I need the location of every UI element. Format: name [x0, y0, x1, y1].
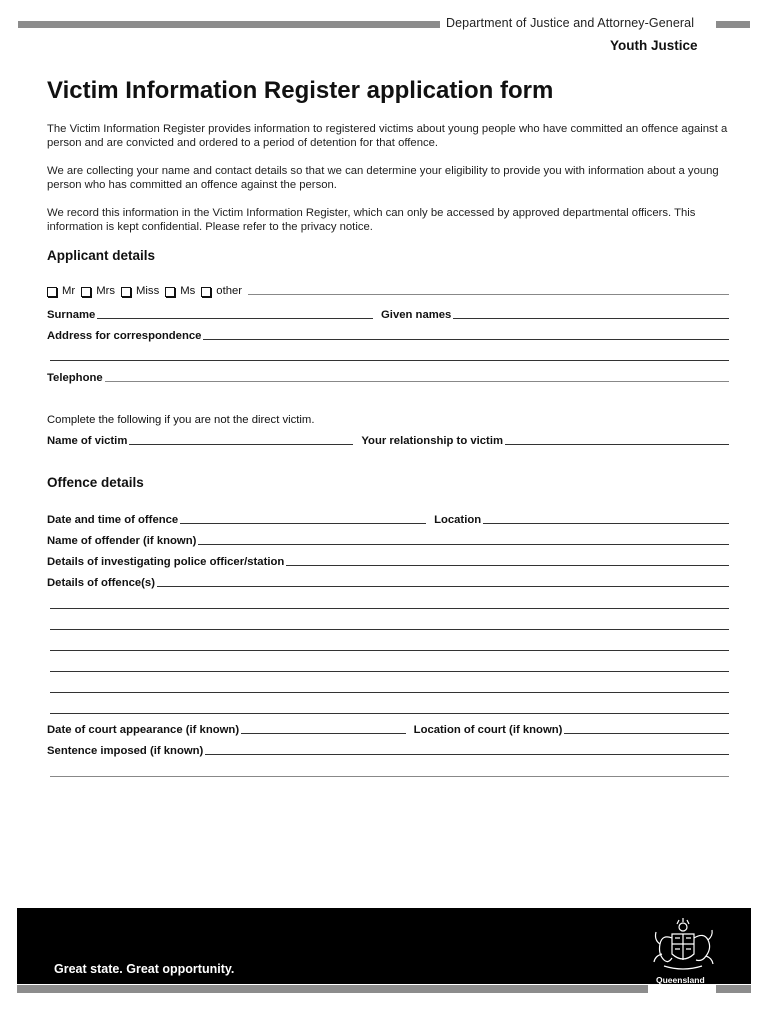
relationship-label: Your relationship to victim	[361, 435, 504, 447]
relationship-field[interactable]	[505, 433, 729, 445]
applicant-details-heading: Applicant details	[47, 248, 156, 263]
title-option-label: Mrs	[96, 285, 116, 297]
address-field[interactable]	[203, 328, 729, 340]
title-options-row	[47, 282, 729, 297]
offence-details-line[interactable]	[50, 692, 729, 693]
sentence-label: Sentence imposed (if known)	[47, 745, 204, 757]
department-name: Department of Justice and Attorney-General	[446, 16, 695, 30]
sentence-row	[47, 742, 729, 757]
offence-details-field[interactable]	[157, 575, 729, 587]
location-label: Location	[434, 514, 482, 526]
footer-logo-line2: Government	[656, 984, 703, 994]
surname-field[interactable]	[97, 307, 373, 319]
title-option-label: Mr	[62, 285, 76, 297]
footer-rule-right	[716, 985, 751, 993]
address-field-line-2[interactable]	[50, 360, 729, 361]
intro-paragraph-2: We are collecting your name and contact details so that we can determine your eligibility to provide you with information about a young person who has committed an offence against the person.	[47, 165, 719, 191]
checkbox-icon[interactable]	[165, 287, 175, 297]
offender-field[interactable]	[198, 533, 729, 545]
intro-paragraph-3: We record this information in the Victim Information Register, which can only be accessed by approved departmental officers. This information is kept confidential. Please refer to the privacy notice.	[47, 207, 696, 233]
title-option-mrs[interactable]	[81, 285, 115, 297]
offence-details-line[interactable]	[50, 671, 729, 672]
court-date-field[interactable]	[241, 722, 406, 734]
court-location-field[interactable]	[564, 722, 729, 734]
victim-row	[47, 432, 729, 447]
header-rule-left	[18, 21, 440, 28]
title-option-miss[interactable]	[121, 285, 159, 297]
offence-details-line[interactable]	[50, 629, 729, 630]
offence-details-row	[47, 574, 729, 589]
checkbox-icon[interactable]	[121, 287, 131, 297]
title-option-label: other	[216, 285, 243, 297]
footer-rule-left	[17, 985, 648, 993]
offence-details-label: Details of offence(s)	[47, 577, 155, 589]
title-option-other[interactable]	[201, 285, 242, 297]
name-of-victim-field[interactable]	[129, 433, 353, 445]
direct-victim-note: Complete the following if you are not the direct victim.	[47, 414, 315, 426]
sentence-field[interactable]	[205, 743, 729, 755]
offence-date-row	[47, 511, 729, 526]
location-field[interactable]	[483, 512, 729, 524]
title-option-label: Miss	[136, 285, 160, 297]
direct-victim-note-row	[47, 411, 729, 426]
surname-label: Surname	[47, 309, 96, 321]
title-option-mr[interactable]	[47, 285, 75, 297]
footer-logo-line1: Queensland	[656, 975, 705, 985]
sentence-field-line-2[interactable]	[50, 776, 729, 777]
court-location-label: Location of court (if known)	[413, 724, 563, 736]
telephone-row	[47, 369, 729, 384]
header-rule-right	[716, 21, 750, 28]
intro-paragraph-1: The Victim Information Register provides information to registered victims about young people who have committed an offence against a person and are convicted and ordered to a period of detention for that offence.	[47, 123, 728, 149]
queensland-coat-of-arms-icon	[650, 918, 716, 974]
offence-details-line[interactable]	[50, 713, 729, 714]
other-title-field[interactable]	[248, 283, 729, 295]
checkbox-icon[interactable]	[81, 287, 91, 297]
title-option-ms[interactable]	[165, 285, 195, 297]
name-of-victim-label: Name of victim	[47, 435, 128, 447]
address-label: Address for correspondence	[47, 330, 202, 342]
page-title: Victim Information Register application form	[47, 77, 554, 104]
title-option-label: Ms	[180, 285, 196, 297]
police-label: Details of investigating police officer/station	[47, 556, 285, 568]
given-names-label: Given names	[381, 309, 452, 321]
date-time-label: Date and time of offence	[47, 514, 179, 526]
police-row	[47, 553, 729, 568]
address-row	[47, 327, 729, 342]
given-names-field[interactable]	[453, 307, 729, 319]
name-row	[47, 306, 729, 321]
footer-slogan: Great state. Great opportunity.	[54, 962, 235, 976]
court-row	[47, 721, 729, 736]
offence-details-line[interactable]	[50, 608, 729, 609]
police-field[interactable]	[286, 554, 729, 566]
offender-label: Name of offender (if known)	[47, 535, 197, 547]
offence-details-line[interactable]	[50, 650, 729, 651]
checkbox-icon[interactable]	[47, 287, 57, 297]
court-date-label: Date of court appearance (if known)	[47, 724, 240, 736]
offender-row	[47, 532, 729, 547]
offence-details-heading: Offence details	[47, 475, 144, 490]
telephone-field[interactable]	[105, 370, 729, 382]
telephone-label: Telephone	[47, 372, 103, 384]
checkbox-icon[interactable]	[201, 287, 211, 297]
date-time-field[interactable]	[180, 512, 426, 524]
unit-name: Youth Justice	[610, 38, 698, 53]
